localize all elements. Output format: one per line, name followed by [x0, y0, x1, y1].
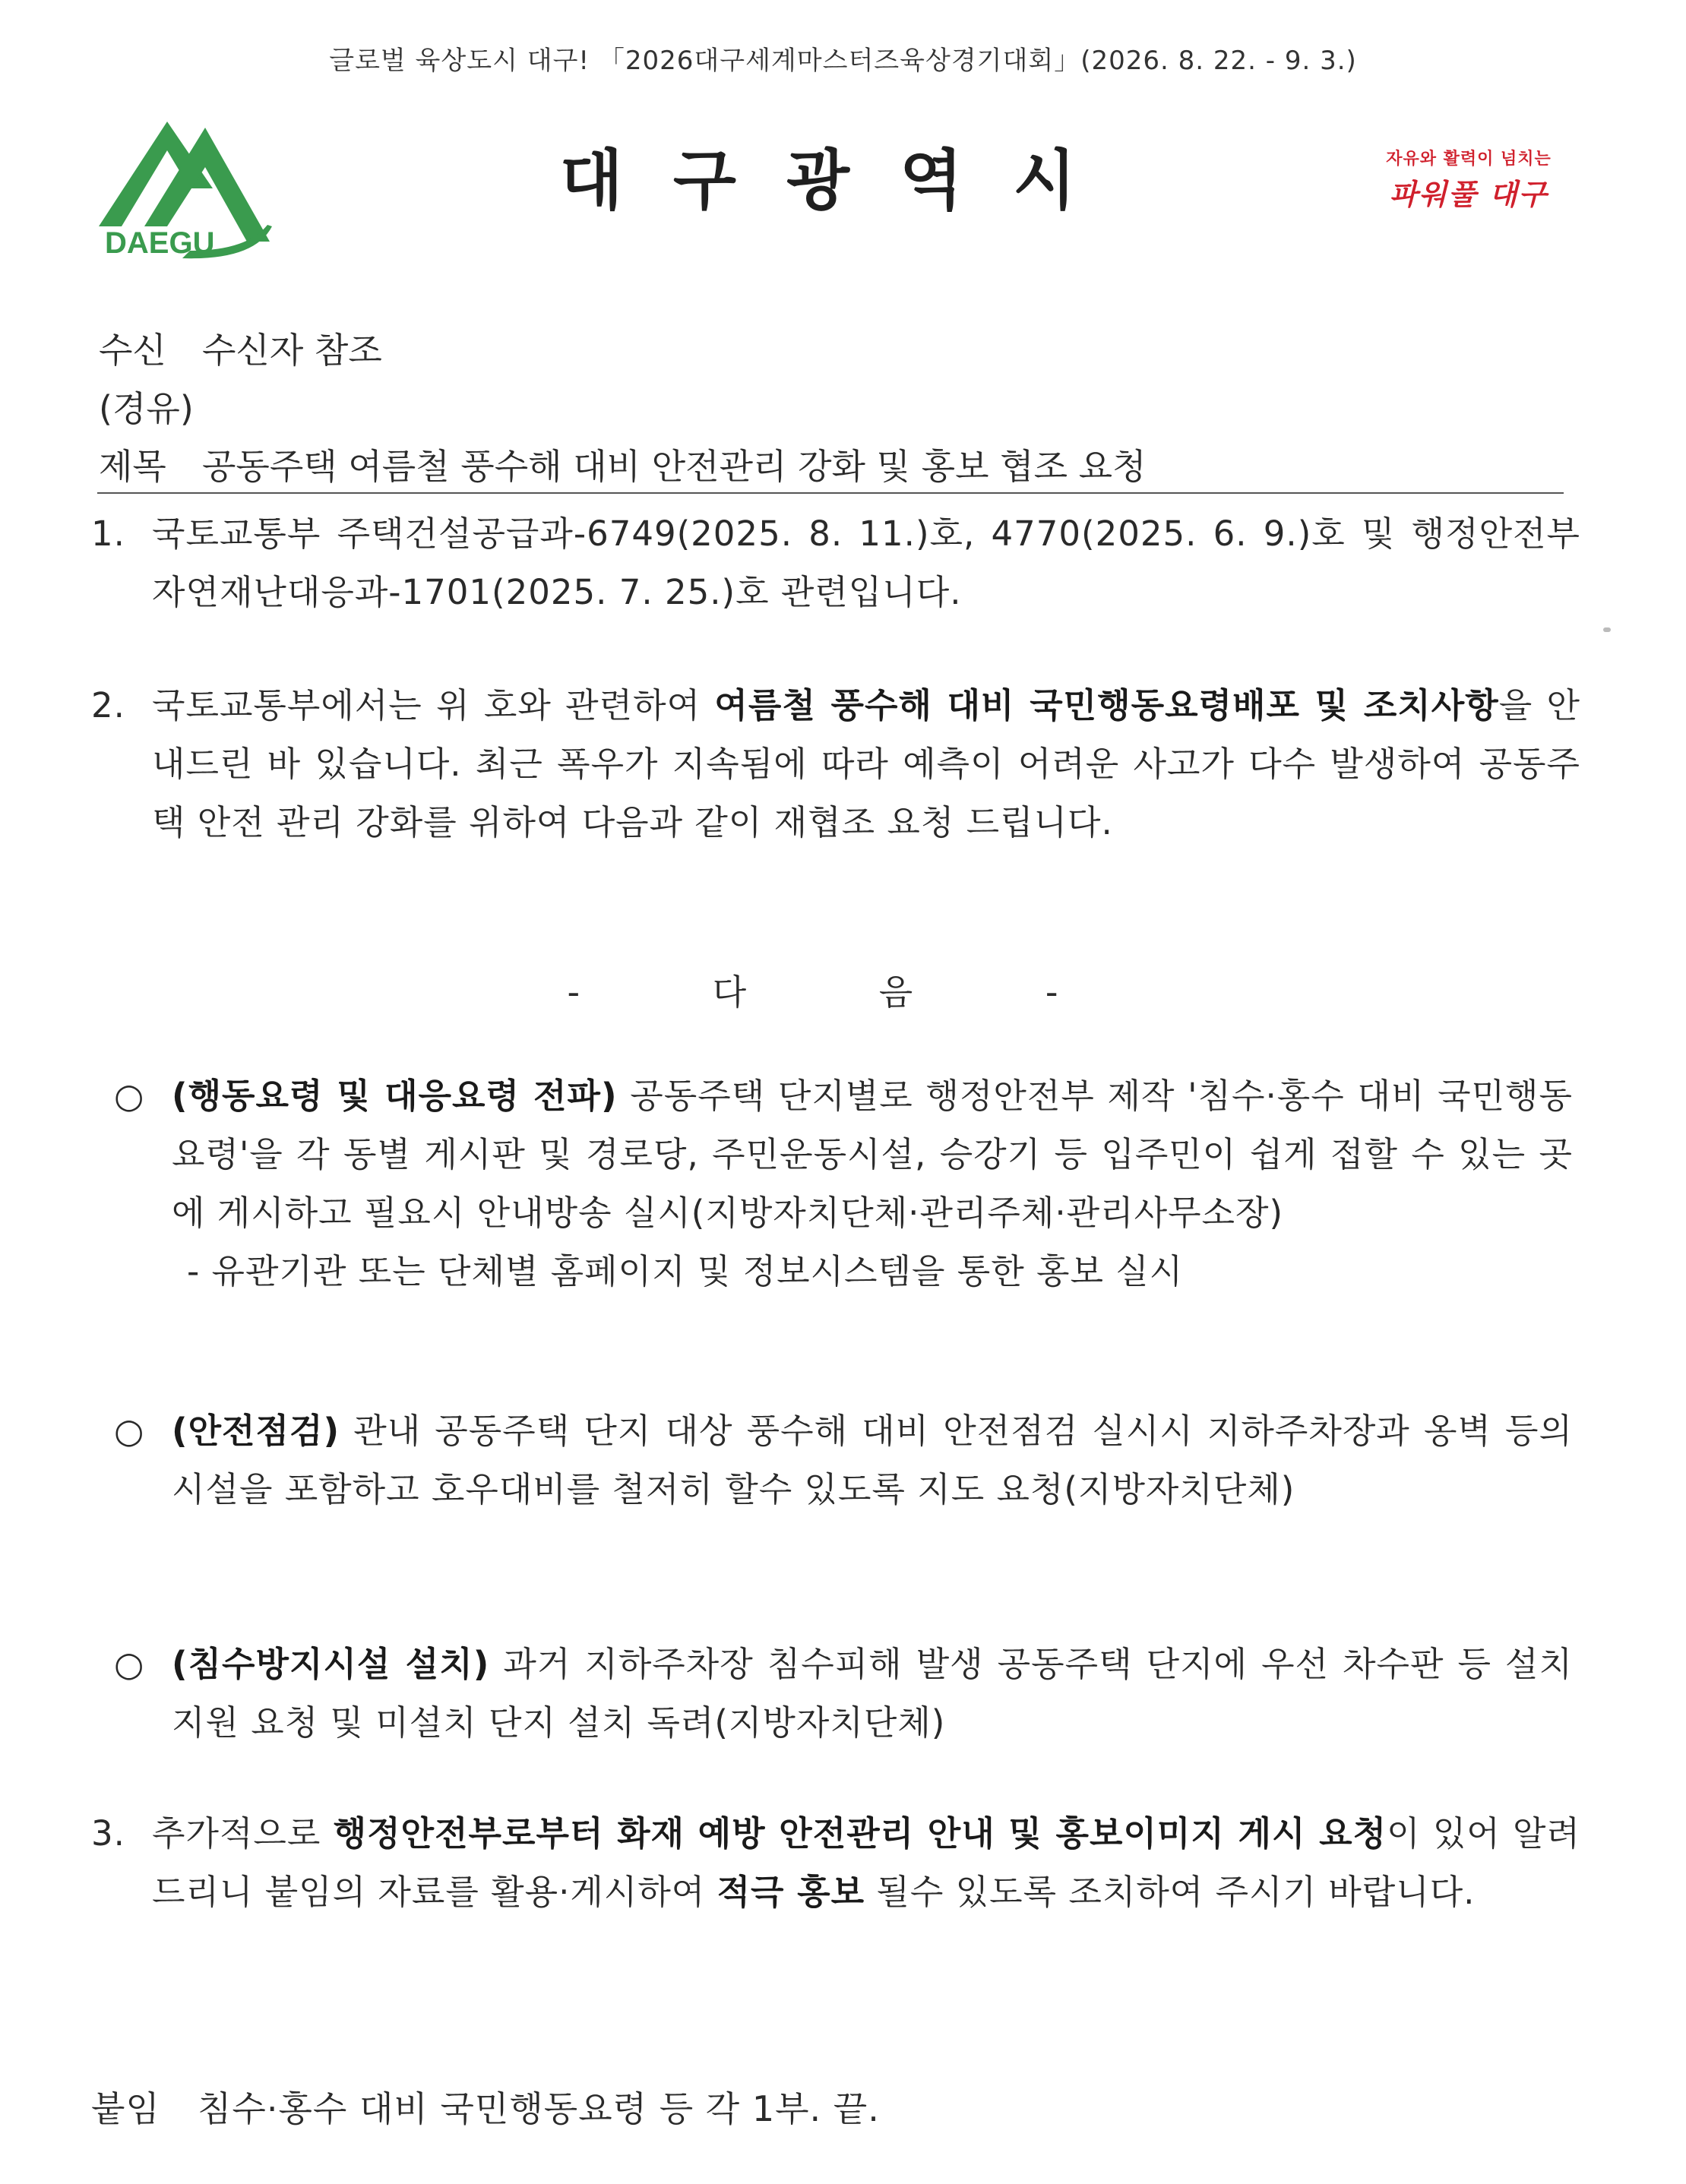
paragraph-text: 국토교통부 주택건설공급과-6749(2025. 8. 11.)호, 4770(2025. 6. 9.)호 및 행정안전부 자연재난대응과-1701(2025. 7. 25.)호 관련입니다. [152, 514, 1580, 612]
paragraph-number: 2. [91, 685, 125, 725]
bullet-item [114, 1635, 1573, 1752]
next-heading: - 다 음 - [567, 972, 1119, 1013]
recipient-value: 수신자 참조 [202, 330, 382, 371]
subject-divider [97, 492, 1564, 494]
bullet-text: (침수방지시설 설치) 과거 지하주차장 침수피해 발생 공동주택 단지에 우선 차수판 등 설치 지원 요청 및 미설치 단지 설치 독려(지방자치단체) [172, 1644, 1573, 1743]
emphasis-text: 여름철 풍수해 대비 국민행동요령배포 및 조치사항 [714, 685, 1499, 725]
bullet-heading: (안전점검) [172, 1411, 340, 1451]
brand-mark [1381, 146, 1556, 213]
attachment-line [91, 2081, 880, 2132]
subject-value: 공동주택 여름철 풍수해 대비 안전관리 강화 및 홍보 협조 요청 [202, 446, 1147, 487]
logo-text: DAEGU [105, 226, 215, 260]
bullet-item [114, 1067, 1573, 1301]
paragraph-3 [91, 1804, 1580, 1921]
bullet-text: (행동요령 및 대응요령 전파) 공동주택 단지별로 행정안전부 제작 '침수·홍수 대비 국민행동요령'을 각 동별 게시판 및 경로당, 주민운동시설, 승강기 등 입주민이 쉽게 접할 수 있는 곳에 게시하고 필요시 안내방송 실시(지방자치단체·관리주체·관리사무소장) [172, 1076, 1573, 1233]
header-slogan: 글로벌 육상도시 대구! 「2026대구세계마스터즈육상경기대회」(2026. 8. 22. - 9. 3.) [329, 46, 1357, 76]
attachment-text: 침수·홍수 대비 국민행동요령 등 각 1부. 끝. [198, 2088, 880, 2129]
via-line [99, 381, 194, 431]
paragraph-number: 1. [91, 514, 125, 554]
bullet-item [114, 1402, 1573, 1519]
brand-tagline: 자유와 활력이 넘치는 [1386, 150, 1552, 169]
bullet-subitem: - 유관기관 또는 단체별 홈페이지 및 정보시스템을 통한 홍보 실시 [187, 1251, 1184, 1291]
organization-title: 대구광역시 [559, 143, 1127, 219]
paragraph-number: 3. [91, 1813, 125, 1854]
emphasis-text: 행정안전부로부터 화재 예방 안전관리 안내 및 홍보이미지 게시 요청 [333, 1813, 1387, 1854]
paragraph-text: 추가적으로 행정안전부로부터 화재 예방 안전관리 안내 및 홍보이미지 게시 요청이 있어 알려드리니 붙임의 자료를 활용·게시하여 적극 홍보 될수 있도록 조치하여 주시기 바랍니다. [152, 1813, 1580, 1912]
bullet-mark: ○ [114, 1411, 145, 1451]
bullet-text: (안전점검) 관내 공동주택 단지 대상 풍수해 대비 안전점검 실시시 지하주차장과 옹벽 등의 시설을 포함하고 호우대비를 철저히 할수 있도록 지도 요청(지방자치단체) [172, 1411, 1573, 1509]
bullet-heading: (침수방지시설 설치) [172, 1644, 490, 1684]
bullet-heading: (행동요령 및 대응요령 전파) [172, 1076, 618, 1116]
subject-label: 제목 [99, 446, 166, 487]
paragraph-2 [91, 676, 1580, 852]
recipient-label: 수신 [99, 330, 166, 371]
emphasis-text: 적극 홍보 [716, 1872, 865, 1912]
subject-line [99, 439, 1147, 489]
recipient-line [99, 323, 382, 373]
paragraph-1 [91, 504, 1580, 621]
attachment-label: 붙임 [91, 2088, 160, 2129]
via-label: (경유) [99, 388, 194, 429]
paragraph-text: 국토교통부에서는 위 호와 관련하여 여름철 풍수해 대비 국민행동요령배포 및 조치사항을 안내드린 바 있습니다. 최근 폭우가 지속됨에 따라 예측이 어려운 사고가 다수 발생하여 공동주택 안전 관리 강화를 위하여 다음과 같이 재협조 요청 드립니다. [152, 685, 1580, 842]
bullet-mark: ○ [114, 1076, 145, 1116]
scan-speck [1603, 627, 1611, 632]
brand-name: 파워풀 대구 [1389, 178, 1548, 211]
bullet-mark: ○ [114, 1644, 145, 1684]
